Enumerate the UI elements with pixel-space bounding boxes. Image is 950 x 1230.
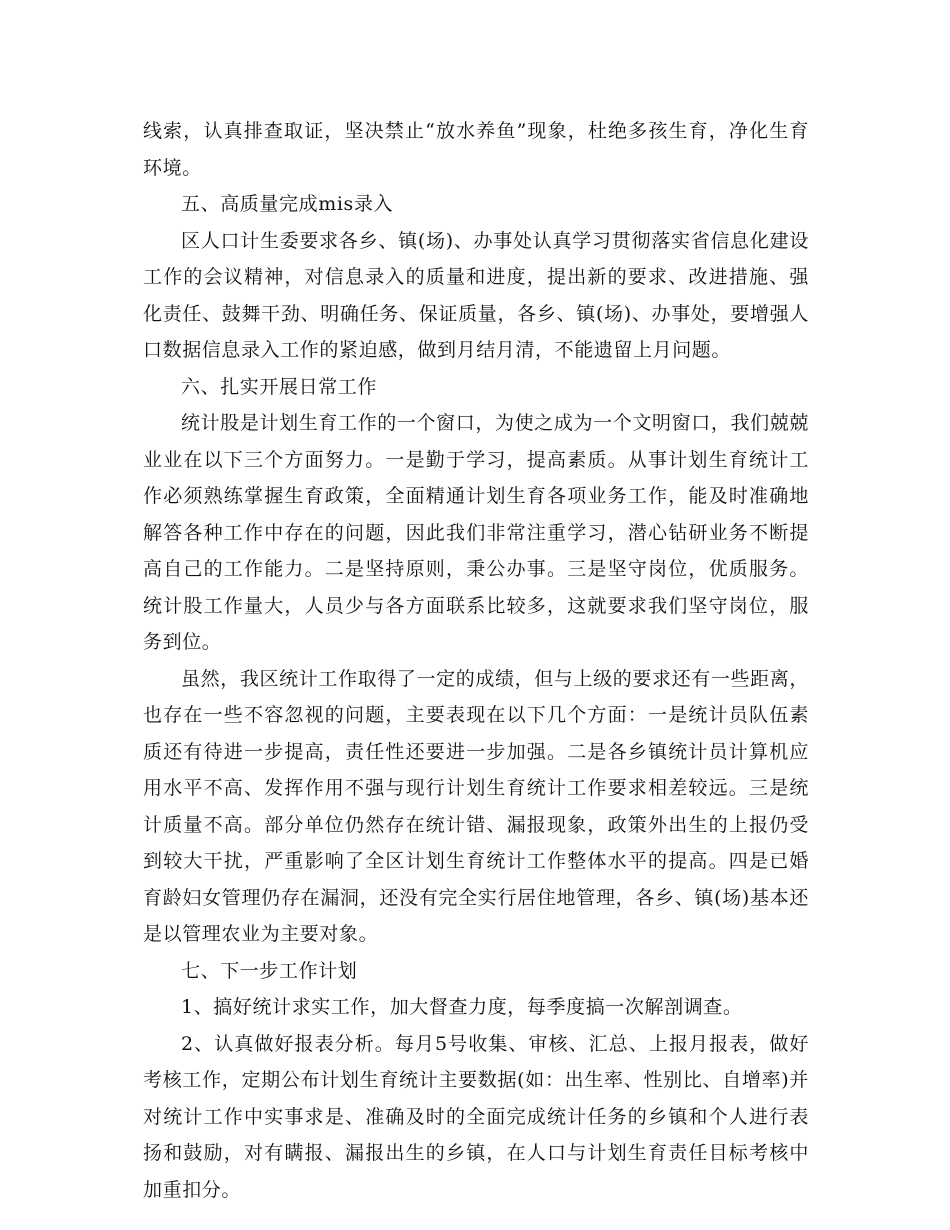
section-heading-next-plan: 七、下一步工作计划 — [181, 959, 358, 982]
paragraph-daily-work: 统计股是计划生育工作的一个窗口，为使之成为一个文明窗口，我们兢兢业业在以下三个方面努力。一是勤于学习，提高素质。从事计划生育统计工作必须熟练掌握生育政策，全面精通计划生育各项业务工作，能及时准确地解答各种工作中存在的问题，因此我们非常注重学习，潜心钻研业务不断提高自己的工作能力。二是坚持原则，秉公办事。三是坚守岗位，优质服务。统计股工作量大，人员少与各方面联系比较多，这就要求我们坚守岗位，服务到位。 — [143, 412, 809, 653]
document-body — [143, 113, 809, 1208]
paragraph-mis-entry: 区人口计生委要求各乡、镇(场)、办事处认真学习贯彻落实省信息化建设工作的会议精神，对信息录入的质量和进度，提出新的要求、改进措施、强化责任、鼓舞干劲、明确任务、保证质量，各乡、镇(场)、办事处，要增强人口数据信息录入工作的紧迫感，做到月结月清，不能遗留上月问题。 — [143, 229, 809, 361]
paragraph-continuation: 线索，认真排查取证，坚决禁止“放水养鱼”现象，杜绝多孩生育，净化生育环境。 — [143, 120, 809, 179]
paragraph-problems: 虽然，我区统计工作取得了一定的成绩，但与上级的要求还有一些距离，也存在一些不容忽视的问题，主要表现在以下几个方面：一是统计员队伍素质还有待进一步提高，责任性还要进一步加强。二是各乡镇统计员计算机应用水平不高、发挥作用不强与现行计划生育统计工作要求相差较远。三是统计质量不高。部分单位仍然存在统计错、漏报现象，政策外出生的上报仍受到较大干扰，严重影响了全区计划生育统计工作整体水平的提高。四是已婚育龄妇女管理仍存在漏洞，还没有完全实行居住地管理，各乡、镇(场)基本还是以管理农业为主要对象。 — [143, 667, 809, 945]
plan-item-2: 2、认真做好报表分析。每月5号收集、审核、汇总、上报月报表，做好考核工作，定期公布计划生育统计主要数据(如：出生率、性别比、自增率)并对统计工作中实事求是、准确及时的全面完成统计任务的乡镇和个人进行表扬和鼓励，对有瞒报、漏报出生的乡镇，在人口与计划生育责任目标考核中加重扣分。 — [143, 1032, 809, 1201]
section-heading-mis-entry: 五、高质量完成mis录入 — [181, 193, 394, 215]
plan-item-1: 1、搞好统计求实工作，加大督查力度，每季度搞一次解剖调查。 — [181, 996, 743, 1018]
section-heading-daily-work: 六、扎实开展日常工作 — [181, 375, 378, 398]
